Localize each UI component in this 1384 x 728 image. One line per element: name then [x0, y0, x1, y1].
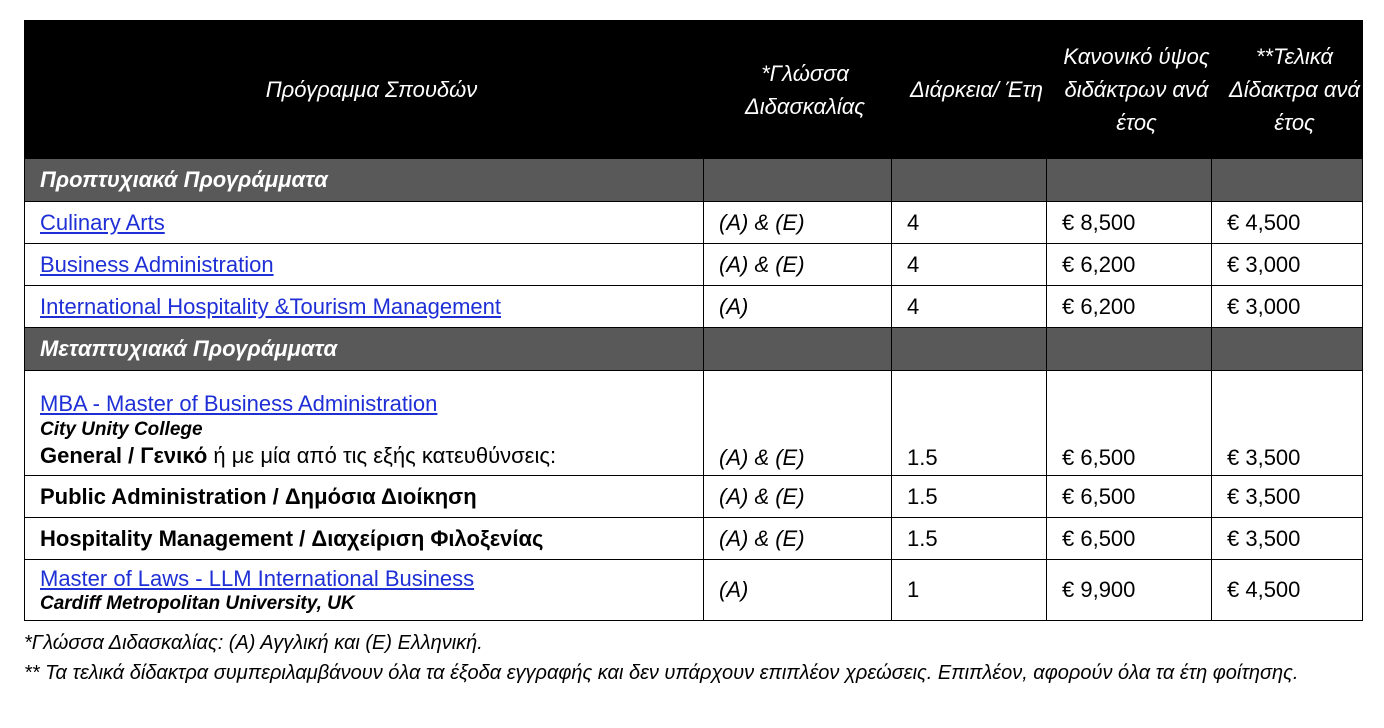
language-cell: (A) & (E) — [704, 371, 892, 476]
fee-cell: € 6,200 — [1047, 244, 1212, 286]
language-cell: (A) & (E) — [704, 476, 892, 518]
fee-cell: € 6,500 — [1047, 476, 1212, 518]
header-language: *Γλώσσα Διδασκαλίας — [704, 21, 892, 159]
track-name: Public Administration / Δημόσια Διοίκηση — [25, 476, 704, 518]
duration-cell: 1.5 — [892, 371, 1047, 476]
final-fee-cell: € 3,500 — [1212, 518, 1363, 560]
program-link[interactable]: Culinary Arts — [40, 209, 165, 235]
language-cell: (A) — [704, 560, 892, 621]
table-row — [25, 371, 1363, 476]
footnote-fees: ** Τα τελικά δίδακτρα συμπεριλαμβάνουν όλα τα έξοδα εγγραφής και δεν υπάρχουν επιπλέον χρεώσεις. Επιπλέον, αφορούν όλα τα έτη φοίτησης. — [24, 662, 1299, 684]
fee-cell: € 9,900 — [1047, 560, 1212, 621]
fee-cell: € 6,500 — [1047, 518, 1212, 560]
duration-cell: 1.5 — [892, 518, 1047, 560]
fee-cell: € 8,500 — [1047, 202, 1212, 244]
program-link[interactable]: Business Administration — [40, 251, 274, 277]
duration-cell: 4 — [892, 202, 1047, 244]
general-note: ή με μία από τις εξής κατευθύνσεις: — [207, 443, 557, 468]
fee-cell: € 6,500 — [1047, 371, 1212, 476]
header-duration: Διάρκεια/ Έτη — [892, 21, 1047, 159]
header-row — [25, 21, 1363, 159]
language-cell: (A) & (E) — [704, 202, 892, 244]
final-fee-cell: € 3,500 — [1212, 476, 1363, 518]
section-title: Μεταπτυχιακά Προγράμματα — [25, 328, 704, 371]
header-normal-fee: Κανονικό ύψος διδάκτρων ανά έτος — [1047, 21, 1212, 159]
tuition-table — [24, 20, 1363, 621]
table-row — [25, 286, 1363, 328]
table-row — [25, 476, 1363, 518]
language-cell: (A) & (E) — [704, 244, 892, 286]
section-title: Προπτυχιακά Προγράμματα — [25, 159, 704, 202]
track-name: Hospitality Management / Διαχείριση Φιλοξενίας — [25, 518, 704, 560]
footnote-language: *Γλώσσα Διδασκαλίας: (Α) Αγγλική και (Ε) Ελληνική. — [24, 632, 483, 654]
duration-cell: 1 — [892, 560, 1047, 621]
final-fee-cell: € 4,500 — [1212, 560, 1363, 621]
section-undergrad — [25, 159, 1363, 202]
table-row — [25, 244, 1363, 286]
fee-cell: € 6,200 — [1047, 286, 1212, 328]
final-fee-cell: € 4,500 — [1212, 202, 1363, 244]
final-fee-cell: € 3,000 — [1212, 244, 1363, 286]
header-final-fee: **Τελικά Δίδακτρα ανά έτος — [1212, 21, 1363, 159]
university-name: Cardiff Metropolitan University, UK — [40, 593, 355, 614]
final-fee-cell: € 3,000 — [1212, 286, 1363, 328]
table-row — [25, 202, 1363, 244]
program-link[interactable]: MBA - Master of Business Administration — [40, 391, 438, 416]
general-label: General / Γενικό — [40, 443, 208, 468]
table-row — [25, 518, 1363, 560]
footnotes — [24, 628, 1324, 688]
program-link[interactable]: International Hospitality &Tourism Management — [40, 293, 502, 319]
table-row — [25, 560, 1363, 621]
section-postgrad — [25, 328, 1363, 371]
final-fee-cell: € 3,500 — [1212, 371, 1363, 476]
duration-cell: 1.5 — [892, 476, 1047, 518]
college-name: City Unity College — [40, 419, 203, 440]
language-cell: (A) & (E) — [704, 518, 892, 560]
language-cell: (A) — [704, 286, 892, 328]
duration-cell: 4 — [892, 244, 1047, 286]
program-link[interactable]: Master of Laws - LLM International Business — [40, 566, 475, 591]
header-program: Πρόγραμμα Σπουδών — [25, 21, 704, 159]
duration-cell: 4 — [892, 286, 1047, 328]
